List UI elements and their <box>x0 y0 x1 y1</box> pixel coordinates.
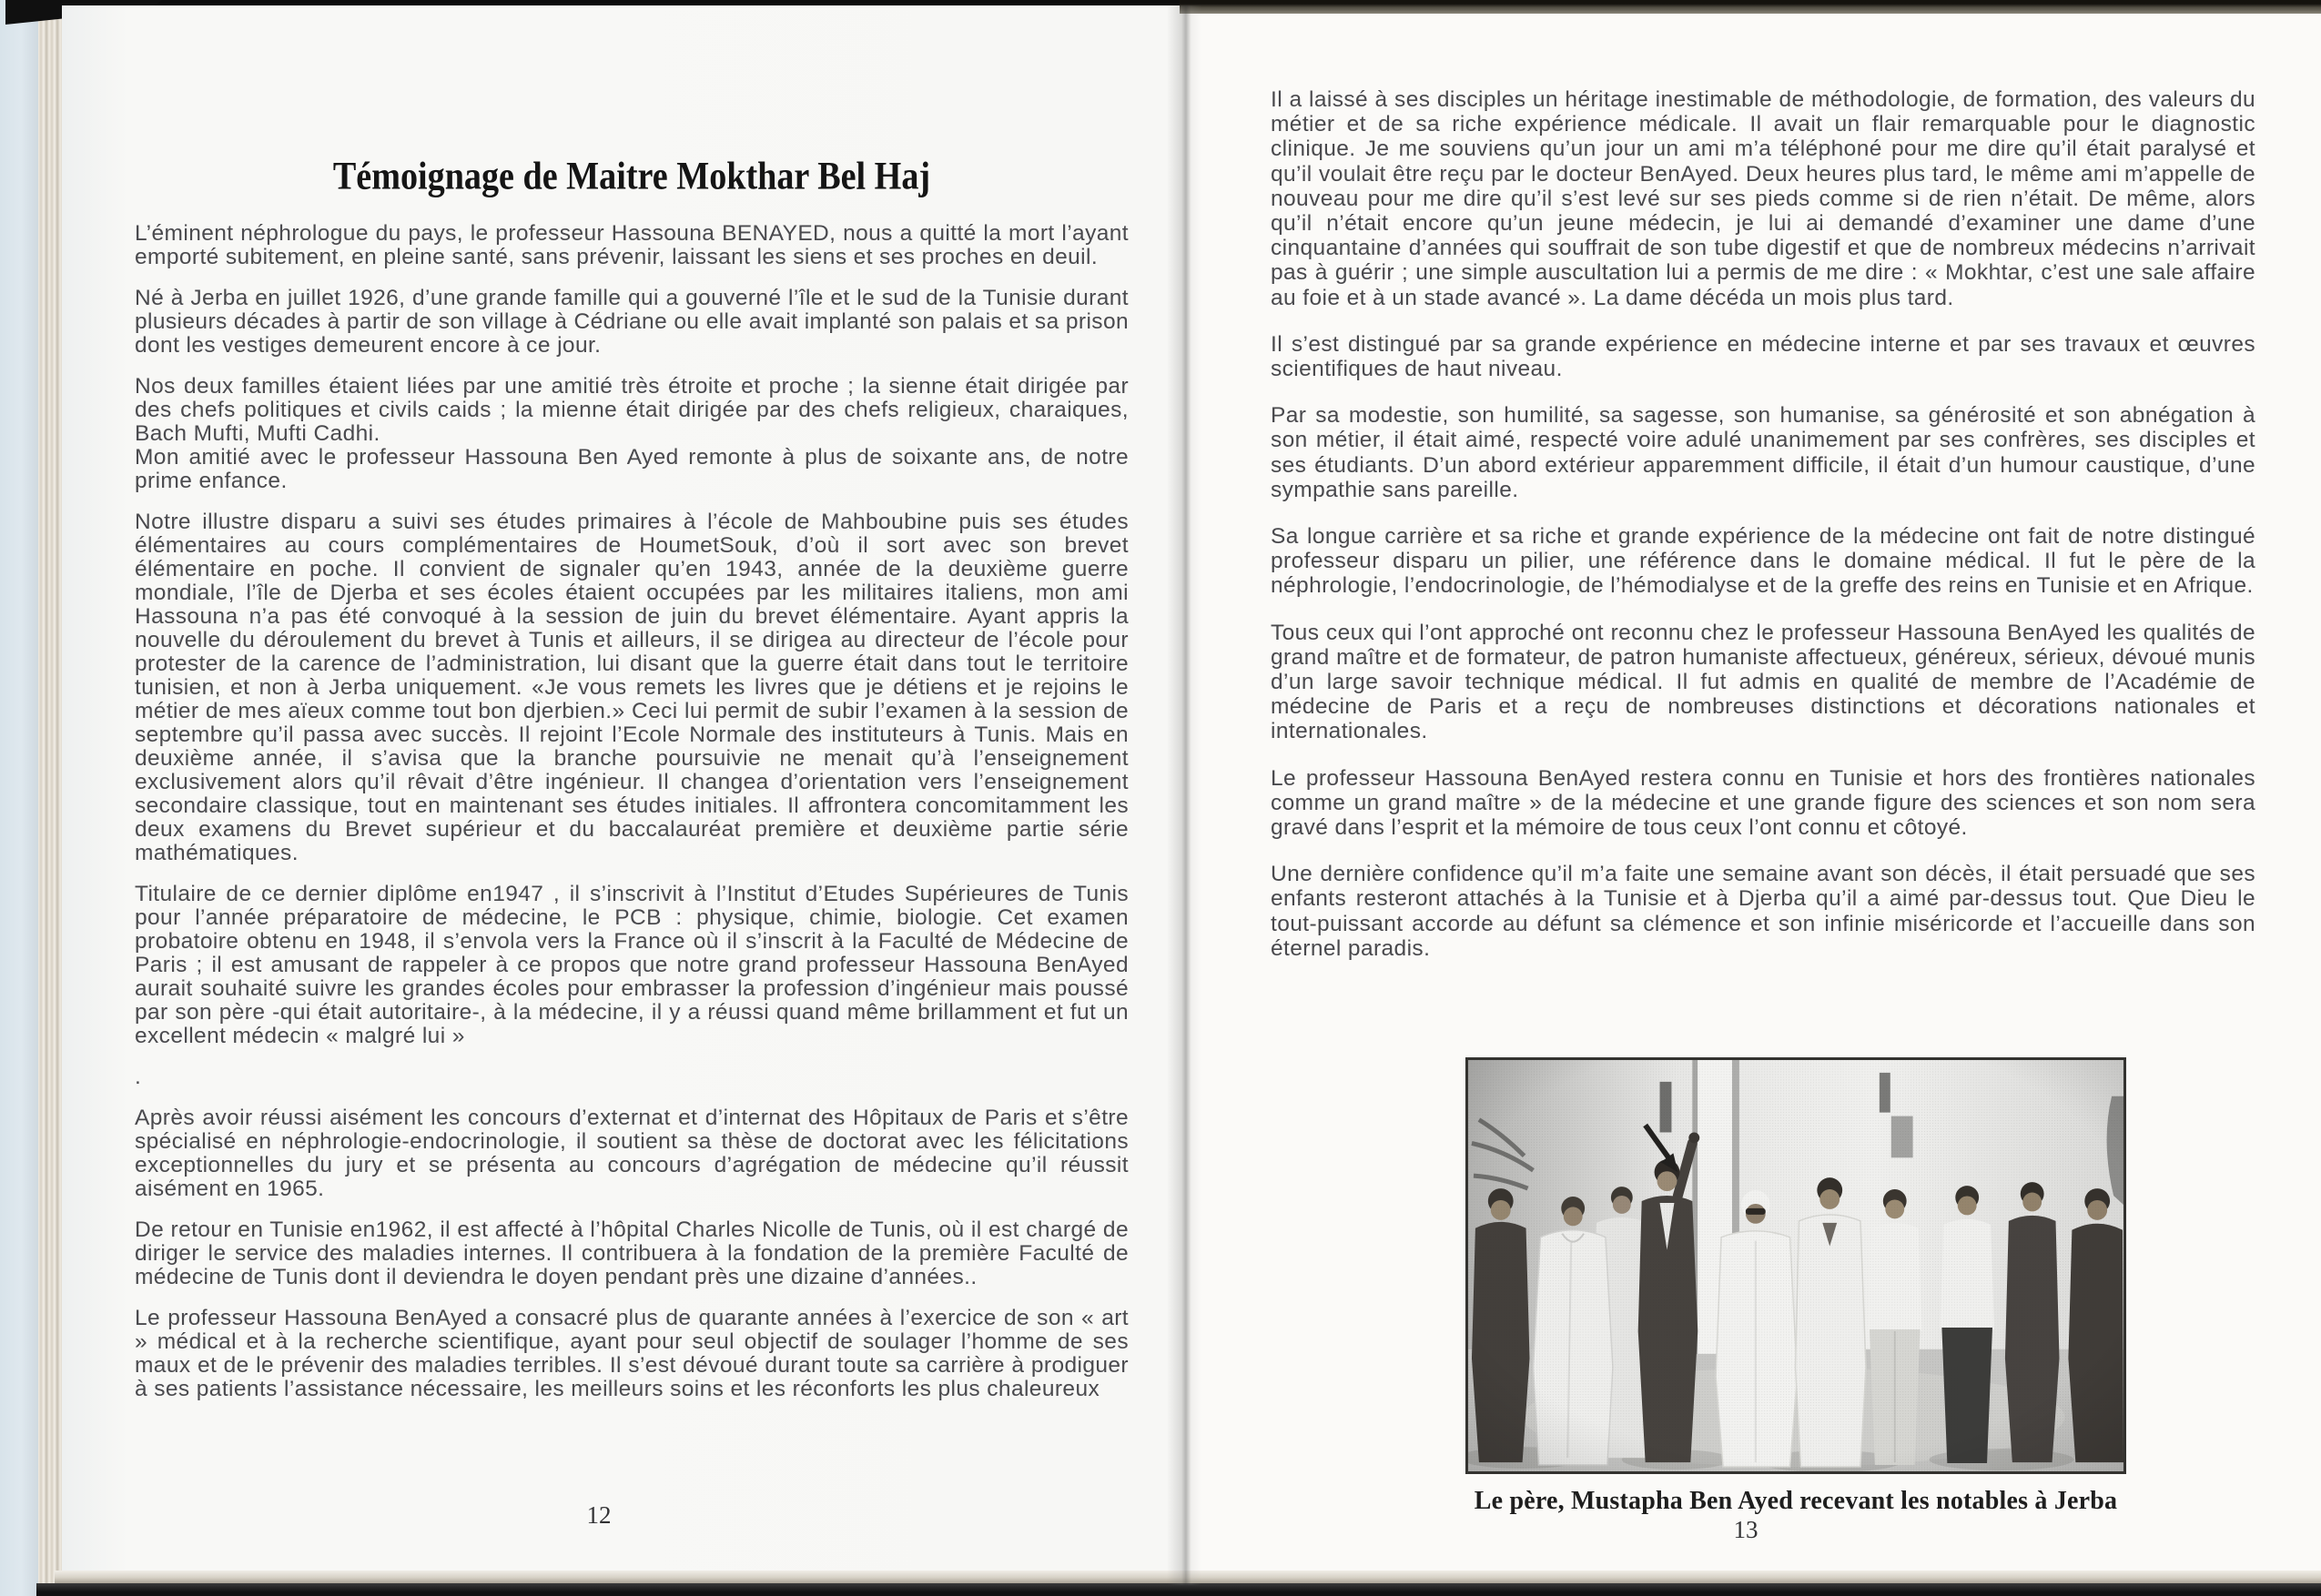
group-photo-illustration <box>1468 1060 2123 1471</box>
group-photo <box>1465 1057 2126 1474</box>
page-number-right: 13 <box>1733 1516 1758 1543</box>
paragraph: Né à Jerba en juillet 1926, d’une grande famille qui a gouverné l’île et le sud de la Tunisie durant plusieurs décades à partir de son village à Cédriane ou elle avait implanté son palais et sa prison dont les vestiges demeurent encore à ce jour. <box>135 286 1129 358</box>
paragraph: Le professeur Hassouna BenAyed a consacré plus de quarante années à l’exercice de son « art » médical et à la recherche scientifique, ayant pour seul objectif de soulager l’homme de ses maux et de le prévenir des maladies terribles. Il s’est dévoué durant toute sa carrière à prodiguer à ses patients l’assistance nécessaire, les meilleurs soins et les réconforts les plus chaleureux <box>135 1306 1129 1401</box>
paragraph: Il a laissé à ses disciples un héritage inestimable de méthodologie, de formation, des valeurs du métier et de sa riche expérience médicale. Il avait un flair remarquable pour le diagnostic clinique. Je me souviens qu’un jour un ami m’a téléphoné pour me dire qu’il était paralysé et qu’il voulait être reçu par le docteur BenAyed. Deux heures plus tard, le même ami m’appelle de nouveau pour me dire qu’il s’est levé sur ses pieds comme si de rien n’était. De même, alors qu’il n’était encore qu’un jeune médecin, je lui ai demandé d’examiner une dame d’une cinquantaine d’années qui souffrait de son tube digestif et que de nombreux médecins n’arrivait pas à guérir ; une simple auscultation lui a permis de me dire : « Mokhtar, c’est une sale affaire au foie et à un stade avancé ». La dame décéda un mois plus tard. <box>1271 87 2255 310</box>
paragraph: Titulaire de ce dernier diplôme en1947 , il s’inscrivit à l’Institut d’Etudes Supérieures de Tunis pour l’année préparatoire de médecine, le PCB : physique, chimie, biologie. Cet examen probatoire obtenu en 1948, il s’envola vers la France où il s’inscrit à la Faculté de Médecine de Paris ; il est amusant de rappeler à ce propos que notre grand professeur Hassouna BenAyed aurait souhaité suivre les grandes écoles pour embrasser la profession d’ingénieur mais poussé par son père -qui était autoritaire-, à la médecine, il y a réussi quand même brillamment et fut un excellent médecin « malgré lui » <box>135 882 1129 1048</box>
paragraph: Nos deux familles étaient liées par une amitié très étroite et proche ; la sienne était dirigée par des chefs politiques et civils caids ; la mienne était dirigée par des chefs religieux, charaiques, Bach Mufti, Mufti Cadhi. <box>135 374 1129 446</box>
paragraph: De retour en Tunisie en1962, il est affecté à l’hôpital Charles Nicolle de Tunis, où il est chargé de diriger le service des maladies internes. Il contribuera à la fondation de la première Faculté de médecine de Tunis dont il deviendra le doyen pendant près une dizaine d’années.. <box>135 1217 1129 1289</box>
paragraph: Une dernière confidence qu’il m’a faite une semaine avant son décès, il était persuadé que ses enfants resteront attachés à la Tunisie et à Djerba qu’il a aimé par-dessus tout. Que Dieu le tout-puissant accorde au défunt sa clémence et son infinie miséricorde et l’accueille dans son éternel paradis. <box>1271 862 2255 961</box>
left-page-text-column <box>135 222 1129 1419</box>
page-number-left: 12 <box>586 1501 612 1529</box>
right-page-text-column <box>1271 87 2255 983</box>
paragraph: L’éminent néphrologue du pays, le professeur Hassouna BENAYED, nous a quitté la mort l’ayant emporté subitement, en pleine santé, sans prévenir, laissant les siens et ses proches en deuil. <box>135 221 1129 269</box>
page-stack-edges <box>38 0 62 1591</box>
paragraph: Sa longue carrière et sa riche et grande expérience de la médecine ont fait de notre distingué professeur disparu un pilier, une référence dans le domaine médical. Il fut le père de la néphrologie, l’endocrinologie, de l’hémodialyse et de la greffe des reins en Tunisie et en Afrique. <box>1271 524 2255 599</box>
paragraph: Notre illustre disparu a suivi ses études primaires à l’école de Mahboubine puis ses études élémentaires au cours complémentaires de HoumetSouk, d’où il sort avec son brevet élémentaire en poche. Il convient de signaler qu’en 1943, année de la deuxième guerre mondiale, l’île de Djerba et ses écoles étaient occupées par les militaires italiens, mon ami Hassouna n’a pas été convoqué à la session de juin du brevet élémentaire. Ayant appris la nouvelle du déroulement du brevet à Tunis et ailleurs, il se dirigea au directeur de l’école pour protester de la carence de l’administration, lui disant que la guerre était dans tout le territoire tunisien, et non à Jerba uniquement. «Je vous remets les livres que je détiens et je rejoins le métier de mes aïeux comme tout bon djerbien.» Ceci lui permit de subir l’examen à la session de septembre qu’il passa avec succès. Il rejoint l’Ecole Normale des instituteurs à Tunis. Mais en deuxième année, il s’avisa que la branche poursuivie ne menait qu’à l’enseignement exclusivement alors qu’il rêvait d’être ingénieur. Il changea d’orientation vers l’enseignement secondaire classique, tout en maintenant ses études initiales. Il affrontera concomitamment les deux examens du Brevet supérieur et du baccalauréat première et deuxième partie série mathématiques. <box>135 510 1129 865</box>
bottom-scanner-shadow <box>36 1583 2321 1596</box>
page-title: Témoignage de Maitre Mokthar Bel Haj <box>332 153 931 198</box>
stray-period: . <box>135 1065 142 1089</box>
paragraph: Tous ceux qui l’ont approché ont reconnu chez le professeur Hassouna BenAyed les qualités de grand maître et de formateur, de patron humaniste affectueux, généreux, sérieux, dévoué munis d’un large savoir technique médical. Il fut admis en qualité de membre de l’Académie de médecine de Paris et a reçu de nombreuses distinctions et décorations nationales et internationales. <box>1271 620 2255 744</box>
paragraph: Après avoir réussi aisément les concours d’externat et d’internat des Hôpitaux de Paris et s’être spécialisé en néphrologie-endocrinologie, il soutient sa thèse de doctorat avec les félicitations exceptionnelles du jury et se présenta au concours d’agrégation de médecine qu’il réussit aisément en 1965. <box>135 1106 1129 1201</box>
paragraph: Par sa modestie, son humilité, sa sagesse, son humanise, sa générosité et son abnégation à son métier, il était aimé, respecté voire adulé unanimement par ses confrères, ses disciples et ses étudiants. D’un abord extérieur apparemment difficile, il était d’un humour caustique, d’une sympathie sans pareille. <box>1271 403 2255 502</box>
paragraph: Mon amitié avec le professeur Hassouna Ben Ayed remonte à plus de soixante ans, de notre prime enfance. <box>135 445 1129 493</box>
paragraph: Le professeur Hassouna BenAyed restera connu en Tunisie et hors des frontières nationales comme un grand maître » de la médecine et une grande figure des sciences et son nom sera gravé dans l’esprit et la mémoire de tous ceux l’ont connu et côtoyé. <box>1271 765 2255 841</box>
photo-caption: Le père, Mustapha Ben Ayed recevant les notables à Jerba <box>1474 1487 2118 1515</box>
book-gutter-shadow <box>1167 5 1201 1585</box>
book-cover-edge <box>0 0 38 1596</box>
top-binding-edge <box>1180 0 2321 14</box>
paragraph: Il s’est distingué par sa grande expérience en médecine interne et par ses travaux et œuvres scientifiques de haut niveau. <box>1271 331 2255 382</box>
